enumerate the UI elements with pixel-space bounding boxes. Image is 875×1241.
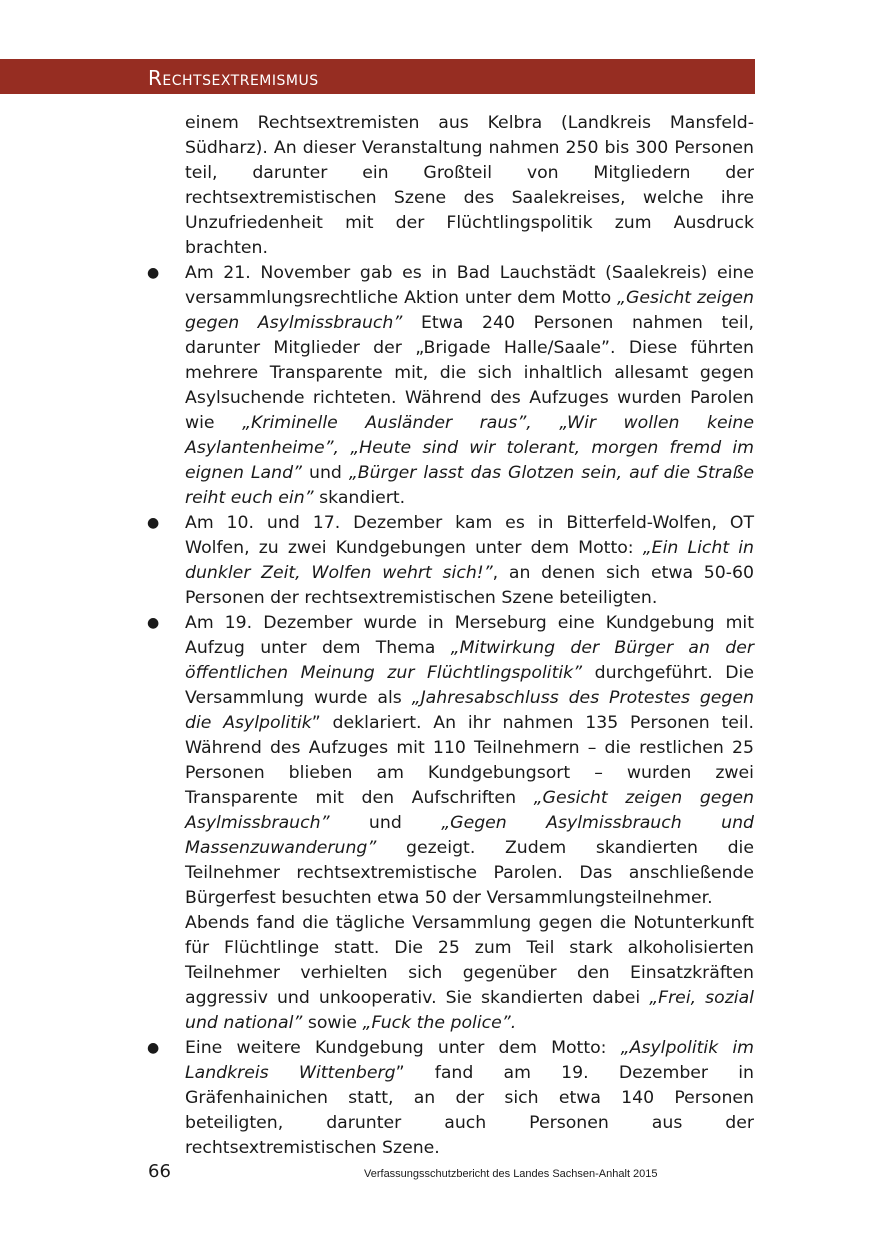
text-run: , an denen sich etwa 50-60 Personen der rechtsextremistischen Szene beteiligten. [185, 563, 754, 608]
bullet-list [147, 261, 755, 1161]
list-item-paragraph [185, 1036, 754, 1161]
quoted-slogan: „Ein Licht in dunkler Zeit, Wolfen wehrt sich!” [185, 538, 754, 583]
text-run: ” fand am 19. Dezember in Gräfenhainichen statt, an der sich etwa 140 Personen beteiligten, darunter auch Personen aus der rechtsextremistischen Szene. [185, 1063, 754, 1158]
list-item [147, 511, 754, 611]
list-item [147, 261, 755, 511]
text-run: Am 10. und 17. Dezember kam es in Bitterfeld-Wolfen, OT Wolfen, zu zwei Kundgebungen unter dem Motto: [185, 513, 754, 558]
list-item [147, 611, 754, 1036]
quoted-slogan: „Kriminelle Ausländer raus”, „Wir wollen keine Asylantenheime”, „Heute sind wir tolerant, morgen fremd im eignen Land” [185, 413, 754, 483]
quoted-slogan: „Asylpolitik im Landkreis Wittenberg [185, 1038, 755, 1083]
text-run: Am 21. November gab es in Bad Lauchstädt (Saalekreis) eine versammlungsrechtliche Aktion unter dem Motto [185, 263, 754, 308]
text-run: Eine weitere Kundgebung unter dem Motto: [185, 1038, 621, 1058]
text-run: ” deklariert. An ihr nahmen 135 Personen teil. Während des Aufzuges mit 110 Teilnehmern – die restlichen 25 Personen blieben am Kundgebungsort – wurden zwei Transparente mit den Aufschriften [185, 713, 754, 808]
bullet-icon: ● [147, 515, 160, 531]
body-text [147, 111, 755, 1161]
text-run: durchgeführt. Die Versammlung wurde als [185, 663, 754, 708]
quoted-slogan: „Fuck the police”. [362, 1013, 517, 1033]
bullet-icon: ● [147, 615, 160, 631]
text-run: Etwa 240 Personen nahmen teil, darunter Mitglieder der „Brigade Halle/Saale”. Diese führten mehrere Transparente mit, die sich inhaltlich allesamt gegen Asylsuchende richteten. Während des Aufzuges wurden Parolen wie [185, 313, 754, 433]
list-item [147, 1036, 755, 1161]
text-run: skandiert. [313, 488, 406, 508]
quoted-slogan: „Mitwirkung der Bürger an der öffentlichen Meinung zur Flüchtlingspolitik” [185, 638, 754, 683]
text-run: sowie [302, 1013, 363, 1033]
page-number: 66 [148, 1161, 171, 1182]
list-item-continuation [185, 911, 754, 1036]
text-run: Abends fand die tägliche Versammlung gegen die Notunterkunft für Flüchtlinge statt. Die 25 zum Teil stark alkoholisierten Teilnehmer verhielten sich gegenüber den Einsatzkräften aggressiv und unkooperativ. Sie skandierten dabei [185, 913, 754, 1008]
quoted-slogan: „Jahresabschluss des Protestes gegen die Asylpolitik [185, 688, 754, 733]
quoted-slogan: „Gesicht zeigen gegen Asylmissbrauch” [185, 288, 755, 333]
quoted-slogan: „Gegen Asylmissbrauch und Massenzuwanderung” [185, 813, 754, 858]
bullet-icon: ● [147, 1040, 160, 1056]
list-item-paragraph [185, 611, 754, 911]
text-run: gezeigt. Zudem skandierten die Teilnehmer rechtsextremistische Parolen. Das anschließende Bürgerfest besuchten etwa 50 der Versammlungsteilnehmer. [185, 838, 754, 908]
chapter-header-bar [0, 59, 755, 94]
text-run: und [329, 813, 442, 833]
quoted-slogan: „Bürger lasst das Glotzen sein, auf die Straße reiht euch ein” [185, 463, 755, 508]
publication-title: Verfassungsschutzbericht des Landes Sachsen-Anhalt 2015 [364, 1168, 658, 1180]
list-item-paragraph [185, 511, 754, 611]
bullet-icon: ● [147, 265, 160, 281]
chapter-title: Rechtsextremismus [148, 66, 319, 90]
quoted-slogan: „Gesicht zeigen gegen Asylmissbrauch” [185, 788, 754, 833]
text-run: Am 19. Dezember wurde in Merseburg eine Kundgebung mit Aufzug unter dem Thema [185, 613, 754, 658]
quoted-slogan: „Frei, sozial und national” [185, 988, 754, 1033]
list-item-paragraph [185, 261, 754, 511]
intro-paragraph: einem Rechtsextremisten aus Kelbra (Landkreis Mansfeld-Südharz). An dieser Veranstaltung nahmen 250 bis 300 Personen teil, darunter ein Großteil von Mitgliedern der rechtsextremistischen Szene des Saalekreises, welche ihre Unzufriedenheit mit der Flüchtlingspolitik zum Ausdruck brachten. [185, 113, 754, 258]
text-run: und [302, 463, 349, 483]
